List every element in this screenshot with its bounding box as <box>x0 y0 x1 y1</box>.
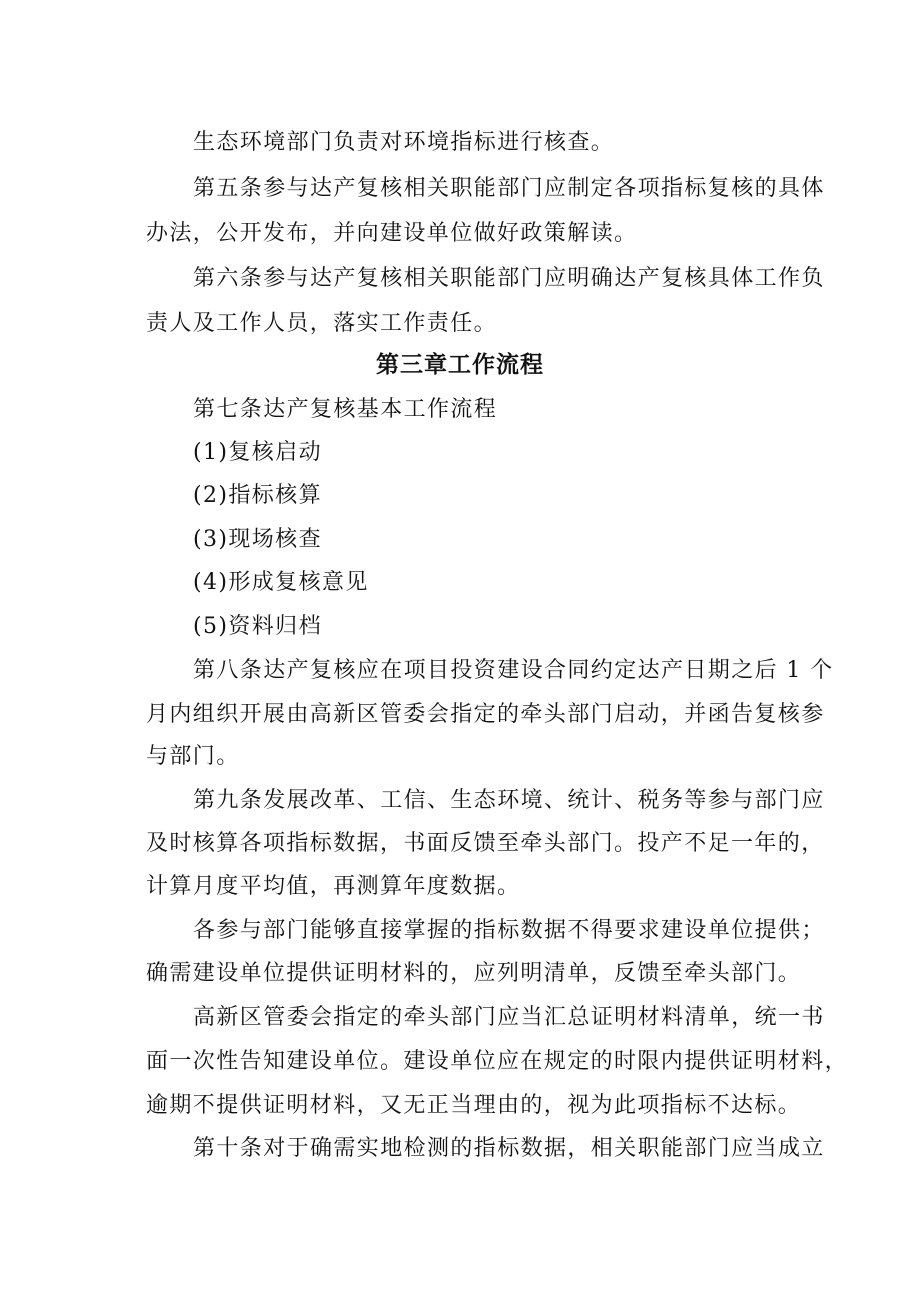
article-6-line: 责人及工作人员，落实工作责任。 <box>146 311 498 336</box>
article-7-title: 第七条达产复核基本工作流程 <box>193 397 498 422</box>
paragraph-line: 确需建设单位提供证明材料的，应列明清单，反馈至牵头部门。 <box>146 961 802 986</box>
workflow-step: (1)复核启动 <box>193 440 322 465</box>
paragraph-line: 逾期不提供证明材料，又无正当理由的，视为此项指标不达标。 <box>146 1093 802 1118</box>
workflow-step: (4)形成复核意见 <box>193 570 369 595</box>
article-5-line: 办法，公开发布，并向建设单位做好政策解读。 <box>146 221 638 246</box>
chapter-heading: 第三章工作流程 <box>376 352 544 378</box>
article-8-line: 与部门。 <box>146 744 240 769</box>
paragraph-line: 面一次性告知建设单位。建设单位应在规定的时限内提供证明材料， <box>146 1049 849 1074</box>
article-6-line: 第六条参与达产复核相关职能部门应明确达产复核具体工作负 <box>193 266 825 291</box>
article-9-line: 及时核算各项指标数据，书面反馈至牵头部门。投产不足一年的， <box>146 831 825 856</box>
workflow-step: (3)现场核查 <box>193 527 322 552</box>
article-9-line: 计算月度平均值，再测算年度数据。 <box>146 874 521 899</box>
article-5-line: 第五条参与达产复核相关职能部门应制定各项指标复核的具体 <box>193 176 825 201</box>
workflow-step: (5)资料归档 <box>193 614 322 639</box>
article-9-line: 第九条发展改革、工信、生态环境、统计、税务等参与部门应 <box>193 788 825 813</box>
article-8-line: 月内组织开展由高新区管委会指定的牵头部门启动，并函告复核参 <box>146 702 825 727</box>
workflow-step: (2)指标核算 <box>193 483 322 508</box>
article-8-line: 第八条达产复核应在项目投资建设合同约定达产日期之后 1 个 <box>193 658 834 683</box>
paragraph-line: 高新区管委会指定的牵头部门应当汇总证明材料清单，统一书 <box>193 1005 825 1030</box>
article-10-line: 第十条对于确需实地检测的指标数据，相关职能部门应当成立 <box>193 1136 825 1161</box>
paragraph-line: 各参与部门能够直接掌握的指标数据不得要求建设单位提供； <box>193 918 825 943</box>
paragraph-line: 生态环境部门负责对环境指标进行核查。 <box>193 130 615 155</box>
